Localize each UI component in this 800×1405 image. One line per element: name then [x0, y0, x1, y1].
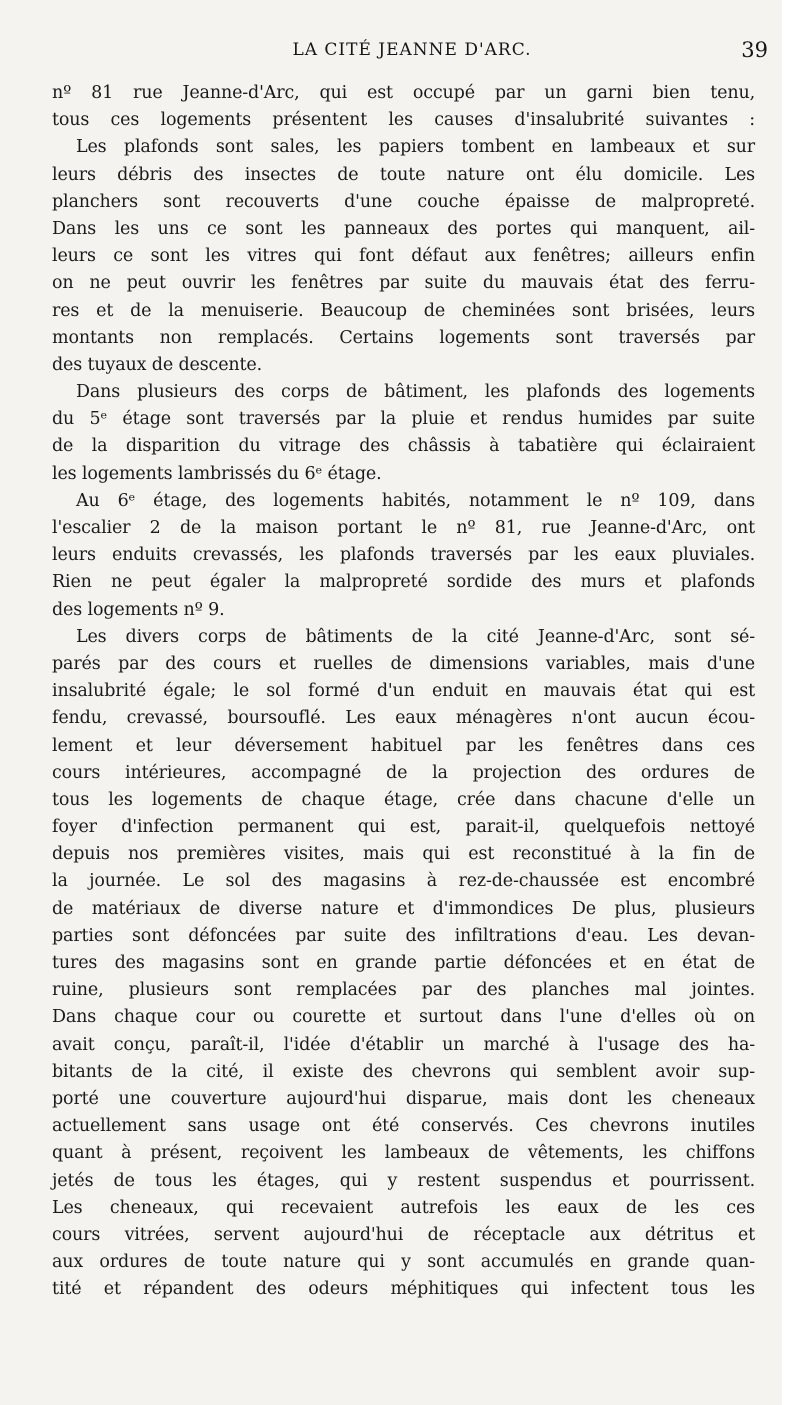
text-line: Les cheneaux, qui recevaient autrefois les eaux de les ces	[52, 1197, 755, 1218]
text-line: parties sont défoncées par suite des infiltrations d'eau. Les devan-	[52, 925, 755, 946]
text-line: jetés de tous les étages, qui y restent suspendus et pourrissent.	[52, 1170, 755, 1191]
text-line: Les divers corps de bâtiments de la cité Jeanne-d'Arc, sont sé-	[76, 626, 755, 647]
text-line: tité et répandent des odeurs méphitiques qui infectent tous les	[52, 1279, 755, 1300]
text-line: aux ordures de toute nature qui y sont accumulés en grande quan-	[52, 1252, 755, 1273]
text-line: montants non remplacés. Certains logements sont traversés par	[52, 327, 755, 348]
text-line: des tuyaux de descente.	[52, 354, 263, 375]
text-line: Dans chaque cour ou courette et surtout dans l'une d'elles où on	[52, 1007, 755, 1028]
text-line: Les plafonds sont sales, les papiers tombent en lambeaux et sur	[76, 137, 755, 158]
text-line: lement et leur déversement habituel par les fenêtres dans ces	[52, 735, 755, 756]
text-line: Dans les uns ce sont les panneaux des portes qui manquent, ail-	[52, 218, 755, 239]
text-line: avait conçu, paraît-il, l'idée d'établir un marché à l'usage des ha-	[52, 1034, 755, 1055]
text-line: l'escalier 2 de la maison portant le nº 81, rue Jeanne-d'Arc, ont	[52, 518, 755, 538]
text-line: Dans plusieurs des corps de bâtiment, les plafonds des logements	[76, 382, 755, 403]
text-line: la journée. Le sol des magasins à rez-de-chaussée est encombré	[52, 871, 755, 892]
text-line: parés par des cours et ruelles de dimensions variables, mais d'une	[52, 653, 755, 674]
text-line: de la disparition du vitrage des châssis à tabatière qui éclairaient	[52, 436, 755, 457]
text-line: leurs ce sont les vitres qui font défaut aux fenêtres; ailleurs enfin	[52, 246, 755, 267]
text-line: porté une couverture aujourd'hui disparue, mais dont les cheneaux	[52, 1088, 755, 1109]
text-line: actuellement sans usage ont été conservés. Ces chevrons inutiles	[52, 1116, 755, 1137]
text-line: leurs enduits crevassés, les plafonds traversés par les eaux pluviales.	[52, 545, 755, 566]
text-line: on ne peut ouvrir les fenêtres par suite du mauvais état des ferru-	[52, 273, 755, 294]
text-line: de matériaux de diverse nature et d'immondices De plus, plusieurs	[52, 898, 755, 919]
text-line: depuis nos premières visites, mais qui est reconstitué à la fin de	[52, 844, 755, 865]
text-line: Rien ne peut égaler la malpropreté sordide des murs et plafonds	[52, 572, 755, 593]
text-line: ruine, plusieurs sont remplacées par des planches mal jointes.	[52, 980, 755, 1001]
text-line: foyer d'infection permanent qui est, parait-il, quelquefois nettoyé	[52, 817, 755, 838]
body-text	[52, 80, 755, 1303]
text-line: quant à présent, reçoivent les lambeaux de vêtements, les chiffons	[52, 1143, 755, 1164]
running-title: LA CITÉ JEANNE D'ARC.	[292, 40, 532, 60]
text-line: des logements nº 9.	[52, 599, 225, 620]
scan-margin	[782, 0, 800, 1405]
text-line: insalubrité égale; le sol formé d'un enduit en mauvais état qui est	[52, 681, 755, 702]
text-line: cours intérieures, accompagné de la projection des ordures de	[52, 762, 755, 783]
text-line: planchers sont recouverts d'une couche épaisse de malpropreté.	[52, 191, 755, 212]
text-line: Au 6ᵉ étage, des logements habités, notamment le nº 109, dans	[76, 490, 755, 511]
text-line: bitants de la cité, il existe des chevrons qui semblent avoir sup-	[52, 1061, 755, 1082]
text-line: cours vitrées, servent aujourd'hui de réceptacle aux détritus et	[52, 1224, 755, 1245]
text-line: tous les logements de chaque étage, crée dans chacune d'elle un	[52, 789, 755, 810]
text-line: res et de la menuiserie. Beaucoup de cheminées sont brisées, leurs	[52, 300, 755, 321]
text-line: nº 81 rue Jeanne-d'Arc, qui est occupé par un garni bien tenu,	[52, 83, 755, 103]
text-line: du 5ᵉ étage sont traversés par la pluie et rendus humides par suite	[52, 409, 755, 430]
text-line: tous ces logements présentent les causes d'insalubrité suivantes :	[52, 110, 755, 131]
text-line: les logements lambrissés du 6ᵉ étage.	[52, 463, 382, 484]
running-head	[52, 36, 772, 72]
text-line: tures des magasins sont en grande partie défoncées et en état de	[52, 953, 755, 973]
page-number: 39	[741, 38, 768, 62]
text-line: leurs débris des insectes de toute nature ont élu domicile. Les	[52, 164, 755, 185]
text-line: fendu, crevassé, boursouflé. Les eaux ménagères n'ont aucun écou-	[52, 708, 755, 729]
